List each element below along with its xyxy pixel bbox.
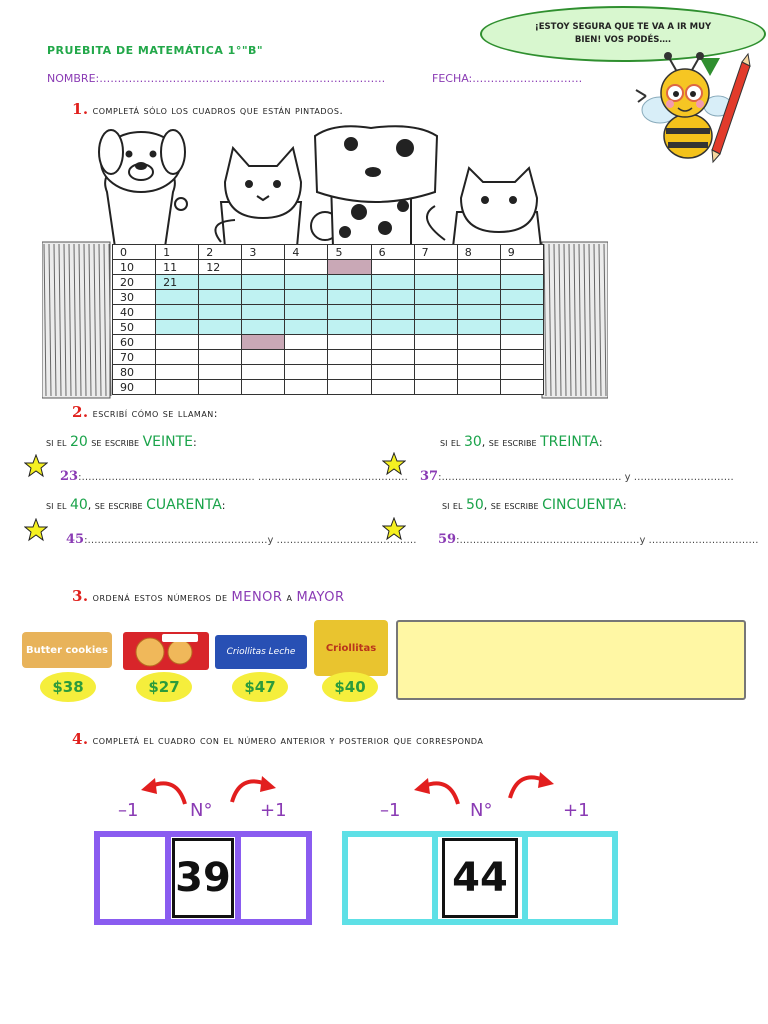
table-cell[interactable]: 11 — [156, 260, 199, 275]
table-cell[interactable] — [156, 365, 199, 380]
rule-number: 50 — [465, 497, 484, 513]
rule-30 — [440, 434, 603, 450]
table-cell: 7 — [414, 245, 457, 260]
rule-40 — [46, 497, 226, 513]
rule-number: 40 — [69, 497, 88, 513]
n-label: N° — [470, 800, 493, 821]
table-cell: 8 — [457, 245, 500, 260]
price-badge: $38 — [40, 672, 96, 702]
table-cell[interactable] — [199, 320, 242, 335]
current-number: 44 — [442, 838, 518, 918]
order-answer-box[interactable] — [396, 620, 746, 700]
plus-one-label: +1 — [260, 800, 287, 821]
rule-mid: , se escribe — [481, 436, 537, 449]
table-cell[interactable] — [156, 380, 199, 395]
bubble-line-1: ¡ESTOY SEGURA QUE TE VA A IR MUY — [534, 22, 712, 32]
table-row — [113, 260, 544, 275]
answer-blank[interactable]: :………………………………………………y …………………………… — [456, 535, 759, 546]
table-cell[interactable] — [242, 260, 285, 275]
target-number: 23 — [60, 469, 79, 484]
table-cell[interactable] — [285, 365, 328, 380]
answer-blank[interactable]: :………………………………………………y …………………………………… — [84, 535, 417, 546]
table-cell[interactable] — [328, 260, 371, 275]
number-box-39 — [94, 831, 312, 925]
table-cell[interactable] — [328, 305, 371, 320]
question-4-text: completá el cuadro con el número anterior y posterior que corresponda — [92, 734, 484, 747]
rule-prefix: si el — [440, 436, 461, 449]
table-cell: 6 — [371, 245, 414, 260]
table-cell: 9 — [500, 245, 543, 260]
table-cell[interactable] — [371, 290, 414, 305]
previous-number-cell[interactable] — [100, 837, 171, 919]
arrow-left-icon — [408, 774, 468, 808]
table-cell[interactable] — [156, 290, 199, 305]
table-cell[interactable] — [371, 350, 414, 365]
table-cell[interactable] — [328, 335, 371, 350]
rule-mid: , se escribe — [87, 499, 143, 512]
table-cell[interactable] — [328, 320, 371, 335]
current-number-cell — [171, 837, 242, 919]
rule-word: CINCUENTA — [542, 497, 623, 513]
question-3-number: 3. — [72, 587, 89, 605]
table-cell: 90 — [113, 380, 156, 395]
table-cell: 20 — [113, 275, 156, 290]
rule-suffix: : — [221, 499, 226, 512]
table-cell[interactable] — [414, 290, 457, 305]
question-2-number: 2. — [72, 403, 89, 421]
table-cell[interactable] — [199, 290, 242, 305]
table-cell[interactable] — [285, 275, 328, 290]
table-cell: 10 — [113, 260, 156, 275]
table-cell[interactable] — [500, 320, 543, 335]
current-number: 39 — [172, 838, 234, 918]
word-a: a — [286, 591, 293, 604]
rule-prefix: si el — [46, 436, 67, 449]
table-cell[interactable] — [242, 290, 285, 305]
table-cell: 0 — [113, 245, 156, 260]
table-cell[interactable] — [242, 350, 285, 365]
table-cell[interactable] — [457, 350, 500, 365]
plus-one-label: +1 — [563, 800, 590, 821]
hundred-table — [112, 244, 544, 395]
previous-number-cell[interactable] — [348, 837, 438, 919]
next-number-cell[interactable] — [241, 837, 306, 919]
star-icon — [382, 452, 406, 476]
rule-word: TREINTA — [540, 434, 599, 450]
table-cell[interactable] — [156, 305, 199, 320]
table-cell: 70 — [113, 350, 156, 365]
current-number-cell — [438, 837, 528, 919]
rule-20 — [46, 434, 197, 450]
table-cell[interactable] — [457, 260, 500, 275]
table-cell[interactable] — [371, 335, 414, 350]
table-cell[interactable] — [371, 275, 414, 290]
next-number-cell[interactable] — [528, 837, 612, 919]
table-cell[interactable] — [199, 275, 242, 290]
table-cell[interactable] — [457, 290, 500, 305]
product-red-snack — [122, 630, 210, 672]
table-cell[interactable] — [457, 305, 500, 320]
table-cell[interactable] — [457, 320, 500, 335]
page-title: PRUEBITA DE MATEMÁTICA 1°"B" — [47, 44, 264, 57]
table-cell[interactable] — [285, 350, 328, 365]
question-1-number: 1. — [72, 100, 89, 118]
table-cell[interactable] — [500, 275, 543, 290]
table-cell[interactable] — [414, 335, 457, 350]
answer-23[interactable] — [60, 465, 408, 484]
table-cell[interactable] — [156, 350, 199, 365]
table-row — [113, 305, 544, 320]
arrow-right-icon — [502, 768, 562, 802]
table-header-row — [113, 245, 544, 260]
table-cell[interactable] — [371, 365, 414, 380]
table-cell[interactable] — [500, 365, 543, 380]
price-badge: $27 — [136, 672, 192, 702]
table-cell[interactable] — [414, 305, 457, 320]
table-cell[interactable] — [414, 380, 457, 395]
minus-one-label: –1 — [118, 800, 139, 821]
n-label: N° — [190, 800, 213, 821]
table-cell[interactable] — [328, 350, 371, 365]
answer-blank[interactable]: :……………………………………………… y ………………………… — [438, 472, 734, 483]
table-cell[interactable] — [328, 275, 371, 290]
table-cell[interactable] — [199, 305, 242, 320]
table-cell[interactable] — [457, 365, 500, 380]
table-cell: 1 — [156, 245, 199, 260]
rule-mid: , se escribe — [483, 499, 539, 512]
table-row — [113, 320, 544, 335]
table-cell[interactable]: 12 — [199, 260, 242, 275]
price-badge: $40 — [322, 672, 378, 702]
bee-with-pencil-icon — [630, 48, 755, 168]
table-cell[interactable] — [500, 335, 543, 350]
table-cell[interactable] — [242, 320, 285, 335]
rule-number: 30 — [463, 434, 482, 450]
number-box-44 — [342, 831, 618, 925]
table-cell: 4 — [285, 245, 328, 260]
rule-prefix: si el — [442, 499, 463, 512]
rule-word: VEINTE — [142, 434, 194, 450]
table-cell[interactable] — [371, 380, 414, 395]
table-cell[interactable] — [414, 365, 457, 380]
name-field[interactable]: NOMBRE:…………………………………………………………………… — [47, 72, 386, 85]
bubble-line-2: BIEN! VOS PODÉS…. — [574, 35, 672, 45]
answer-45[interactable] — [66, 528, 417, 547]
star-icon — [24, 518, 48, 542]
table-cell[interactable] — [242, 380, 285, 395]
table-cell[interactable] — [199, 350, 242, 365]
table-cell[interactable] — [371, 305, 414, 320]
question-4-number: 4. — [72, 730, 89, 748]
table-cell: 2 — [199, 245, 242, 260]
rule-prefix: si el — [46, 499, 67, 512]
table-cell[interactable] — [457, 380, 500, 395]
rule-word: CUARENTA — [146, 497, 222, 513]
table-cell: 40 — [113, 305, 156, 320]
table-row — [113, 275, 544, 290]
table-row — [113, 335, 544, 350]
product-criollitas: Criollitas — [314, 620, 388, 676]
question-3 — [72, 587, 345, 605]
star-icon — [24, 454, 48, 478]
table-cell[interactable] — [242, 275, 285, 290]
table-cell[interactable] — [414, 320, 457, 335]
table-cell[interactable] — [457, 275, 500, 290]
table-row — [113, 290, 544, 305]
table-row — [113, 380, 544, 395]
target-number: 45 — [66, 532, 85, 547]
question-1-text: completá sólo los cuadros que están pintados. — [92, 104, 344, 117]
rule-suffix: : — [598, 436, 603, 449]
price-badge: $47 — [232, 672, 288, 702]
table-cell[interactable] — [500, 380, 543, 395]
table-cell[interactable] — [242, 365, 285, 380]
table-row — [113, 350, 544, 365]
table-cell[interactable] — [500, 260, 543, 275]
table-cell: 50 — [113, 320, 156, 335]
star-icon — [382, 517, 406, 541]
word-mayor: MAYOR — [296, 590, 345, 605]
table-cell[interactable] — [285, 320, 328, 335]
table-cell[interactable] — [156, 335, 199, 350]
table-cell[interactable] — [199, 380, 242, 395]
rule-suffix: : — [193, 436, 197, 449]
word-menor: MENOR — [231, 590, 283, 605]
table-cell[interactable] — [500, 305, 543, 320]
table-row — [113, 365, 544, 380]
question-4 — [72, 730, 483, 748]
table-cell: 80 — [113, 365, 156, 380]
table-cell[interactable] — [285, 260, 328, 275]
table-cell: 3 — [242, 245, 285, 260]
target-number: 59 — [438, 532, 457, 547]
table-cell[interactable] — [414, 260, 457, 275]
table-cell[interactable] — [414, 350, 457, 365]
table-cell[interactable] — [371, 260, 414, 275]
product-criollitas-leche: Criollitas Leche — [215, 635, 307, 669]
rule-50 — [442, 497, 627, 513]
table-cell[interactable] — [156, 320, 199, 335]
table-cell[interactable] — [328, 290, 371, 305]
table-cell: 30 — [113, 290, 156, 305]
question-2-text: escribí cómo se llaman: — [92, 407, 218, 420]
question-3-text: ordená estos números de — [92, 591, 228, 604]
table-cell[interactable] — [328, 380, 371, 395]
table-cell[interactable]: 21 — [156, 275, 199, 290]
table-cell[interactable] — [199, 335, 242, 350]
answer-37[interactable] — [420, 465, 734, 484]
table-cell[interactable] — [500, 290, 543, 305]
question-2 — [72, 403, 218, 421]
answer-59[interactable] — [438, 528, 759, 547]
animals-illustration — [85, 122, 555, 248]
answer-blank[interactable]: :……………………………………………. ……………………………………… — [78, 472, 408, 483]
table-cell[interactable] — [285, 380, 328, 395]
table-cell: 60 — [113, 335, 156, 350]
question-1 — [72, 100, 343, 118]
rule-suffix: : — [622, 499, 627, 512]
table-cell[interactable] — [285, 305, 328, 320]
table-cell[interactable] — [242, 335, 285, 350]
rule-number: 20 — [69, 434, 88, 450]
product-butter-cookies: Butter cookies — [22, 632, 112, 668]
minus-one-label: –1 — [380, 800, 401, 821]
table-cell[interactable] — [371, 320, 414, 335]
arrow-left-icon — [135, 774, 195, 808]
date-field[interactable]: FECHA:………………………… — [432, 72, 583, 85]
table-cell[interactable] — [500, 350, 543, 365]
table-cell[interactable] — [285, 290, 328, 305]
rule-mid: se escribe — [91, 436, 140, 449]
table-cell[interactable] — [199, 365, 242, 380]
target-number: 37 — [420, 469, 439, 484]
table-cell[interactable] — [328, 365, 371, 380]
table-cell[interactable] — [414, 275, 457, 290]
table-cell: 5 — [328, 245, 371, 260]
table-cell[interactable] — [285, 335, 328, 350]
table-cell[interactable] — [457, 335, 500, 350]
table-cell[interactable] — [242, 305, 285, 320]
